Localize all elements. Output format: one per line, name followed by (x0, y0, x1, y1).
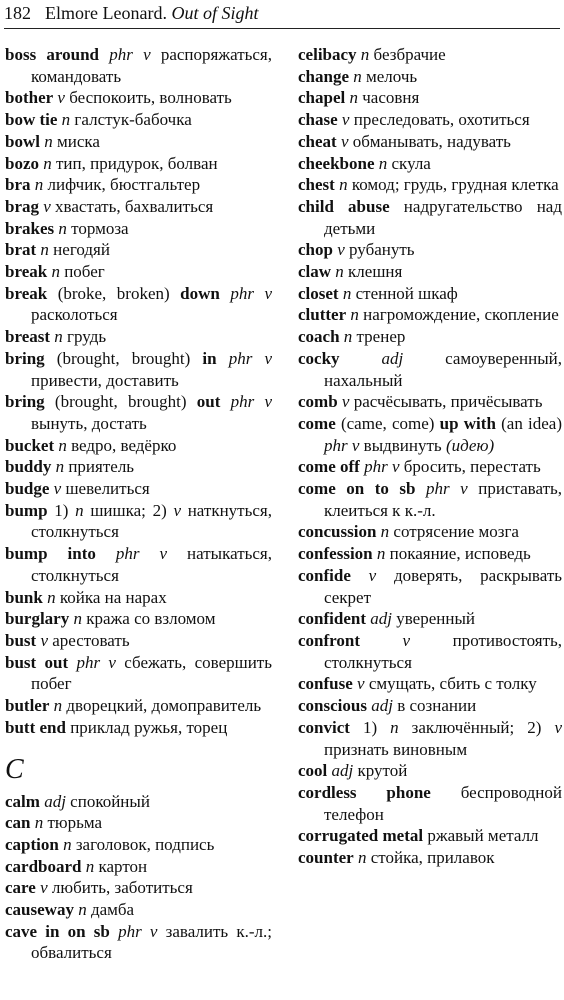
glossary-entry (5, 239, 272, 261)
entry-gloss: (brought, brought) (44, 348, 203, 368)
entry-gloss: тормоза (71, 218, 129, 238)
entry-headword: caption (5, 834, 59, 854)
entry-part-of-speech: phr v (324, 435, 360, 455)
entry-gloss: ведро, ведёрко (71, 435, 177, 455)
entry-headword: brakes (5, 218, 55, 238)
entry-space (110, 922, 118, 941)
entry-part-of-speech: n (34, 813, 44, 833)
glossary-entry (298, 456, 562, 478)
entry-gloss: (broke, broken) (47, 283, 181, 303)
glossary-entry (298, 196, 562, 239)
entry-part-of-speech: adj (44, 791, 66, 811)
glossary-entry (5, 856, 272, 878)
header-author: Elmore Leonard. (45, 3, 167, 23)
entry-part-of-speech: v (337, 240, 345, 260)
glossary-entry (298, 695, 562, 717)
entry-headword: care (5, 878, 36, 898)
entry-part-of-speech: n (51, 262, 60, 282)
glossary-entry (298, 261, 562, 283)
glossary-entry (5, 326, 272, 348)
entry-gloss: ржавый металл (427, 826, 539, 846)
glossary-entry (298, 131, 562, 153)
entry-space (403, 349, 445, 368)
entry-part-of-speech: n (63, 834, 72, 854)
entry-headword: brat (5, 240, 37, 260)
glossary-entry (298, 847, 562, 869)
entry-headword: bring (5, 392, 45, 412)
entry-part-of-speech: n (376, 544, 386, 564)
entry-headword: up with (439, 413, 496, 433)
entry-gloss: расколоться (31, 305, 118, 325)
header-book-title: Out of Sight (171, 3, 259, 23)
entry-gloss: признать виновным (324, 739, 468, 759)
entry-part-of-speech: n (335, 262, 344, 282)
entry-part-of-speech: v (173, 500, 181, 520)
entry-part-of-speech: n (339, 175, 348, 195)
glossary-entry (5, 652, 272, 695)
entry-gloss: тип, придурок, болван (56, 153, 218, 173)
entry-headword: chop (298, 240, 333, 260)
glossary-entry (5, 608, 272, 630)
entry-gloss: самоуверенный, нахальный (324, 348, 562, 390)
glossary-entry (5, 174, 272, 196)
glossary-entry (5, 543, 272, 586)
glossary-entry (298, 717, 562, 760)
entry-headword: confront (298, 630, 361, 650)
entry-gloss: покаяние, исповедь (389, 544, 531, 564)
glossary-entry (5, 899, 272, 921)
glossary-entry (5, 812, 272, 834)
entry-part-of-speech: n (343, 327, 353, 347)
entry-gloss: (an idea) (495, 413, 563, 433)
entry-headword: cocky (298, 348, 340, 368)
entry-gloss: побег (64, 262, 105, 282)
entry-headword: break (5, 283, 48, 303)
entry-gloss: вынуть, достать (31, 413, 147, 433)
entry-part-of-speech: n (78, 900, 87, 920)
entry-gloss: нагромождение, скопление (363, 305, 559, 325)
entry-headword: breast (5, 327, 51, 347)
entry-headword: conscious (298, 696, 367, 716)
entry-headword: clutter (298, 305, 347, 325)
entry-part-of-speech: v (57, 88, 65, 108)
entry-part-of-speech: n (73, 609, 82, 629)
entry-part-of-speech: n (75, 500, 84, 520)
entry-headword: budge (5, 479, 50, 499)
entry-headword: bunk (5, 587, 43, 607)
entry-headword: cardboard (5, 856, 82, 876)
glossary-entry (298, 44, 562, 66)
entry-part-of-speech: v (53, 479, 62, 499)
entry-gloss: надругательство над детьми (324, 196, 562, 238)
entry-gloss: комод; грудь, грудная клетка (351, 175, 559, 195)
entry-part-of-speech: n (53, 696, 63, 716)
entry-part-of-speech: v (40, 878, 48, 898)
entry-headword: out (196, 392, 221, 412)
entry-part-of-speech: phr v (228, 348, 273, 368)
entry-space (351, 566, 369, 585)
entry-part-of-speech: phr v (230, 283, 272, 303)
entry-gloss: заголовок, подпись (75, 834, 215, 854)
entry-gloss: беспроводной телефон (324, 782, 562, 824)
entry-gloss: лифчик, бюстгальтер (47, 175, 201, 195)
entry-gloss: завалить к.-л.; обвалиться (31, 921, 273, 963)
page-number: 182 (4, 3, 31, 23)
glossary-entry (298, 326, 562, 348)
entry-space (99, 45, 109, 64)
entry-part-of-speech: v (402, 630, 411, 650)
entry-part-of-speech: phr v (426, 479, 468, 499)
entry-headword: bust out (5, 652, 69, 672)
entry-space (376, 566, 394, 585)
glossary-entry (298, 673, 562, 695)
entry-part-of-speech: n (34, 175, 44, 195)
entry-gloss: скула (391, 153, 431, 173)
entry-gloss: дворецкий, домоправитель (66, 696, 262, 716)
glossary-entry (5, 717, 272, 739)
entry-headword: bring (5, 348, 45, 368)
running-header (4, 0, 560, 29)
entry-headword: bozo (5, 153, 39, 173)
entry-gloss: стенной шкаф (355, 283, 458, 303)
entry-gloss: тренер (356, 327, 406, 347)
glossary-entry (298, 391, 562, 413)
entry-gloss: крутой (357, 761, 408, 781)
entry-gloss: преследовать, охотиться (353, 110, 530, 130)
glossary-entry (5, 921, 272, 964)
entry-headword: butt end (5, 717, 66, 737)
entry-part-of-speech: adj (370, 609, 392, 629)
entry-gloss: сбежать, совершить побег (31, 652, 272, 694)
glossary-column-left (5, 44, 272, 964)
entry-headword: bra (5, 175, 31, 195)
entry-gloss: дамба (90, 900, 135, 920)
glossary-entry (5, 283, 272, 326)
glossary-entry (5, 456, 272, 478)
entry-gloss: грудь (67, 327, 107, 347)
entry-space (390, 197, 404, 216)
entry-gloss: приятель (68, 457, 135, 477)
section-letter: C (5, 753, 24, 785)
entry-space (96, 544, 116, 563)
entry-gloss: стойка, прилавок (370, 848, 495, 868)
entry-gloss: выдвинуть (359, 435, 446, 455)
glossary-entry (5, 153, 272, 175)
glossary-entry (5, 44, 272, 87)
entry-headword: chapel (298, 88, 346, 108)
entry-part-of-speech: n (357, 848, 367, 868)
glossary-entry (298, 283, 562, 305)
entry-gloss: уверенный (396, 609, 475, 629)
entry-space (340, 349, 382, 368)
entry-part-of-speech: v (340, 131, 349, 151)
glossary-entry (298, 87, 562, 109)
entry-space (151, 45, 161, 64)
entry-headword: bump into (5, 544, 96, 564)
entry-gloss: (came, come) (335, 413, 440, 433)
glossary-entry (5, 435, 272, 457)
entry-part-of-speech: n (342, 283, 352, 303)
entry-headword: counter (298, 848, 354, 868)
entry-headword: corrugated metal (298, 826, 424, 846)
entry-space (431, 783, 461, 802)
entry-headword: can (5, 813, 31, 833)
glossary-entry (5, 109, 272, 131)
entry-gloss: наткнуться, столкнуться (31, 500, 272, 542)
entry-part-of-speech: (идею) (445, 435, 495, 455)
glossary-entry (298, 239, 562, 261)
entry-gloss: (brought, brought) (44, 392, 197, 412)
entry-gloss: рубануть (349, 240, 415, 260)
glossary-entry (298, 304, 562, 326)
entry-part-of-speech: n (54, 327, 63, 347)
entry-space (217, 349, 229, 368)
entry-gloss: беспокоить, волновать (69, 88, 232, 108)
entry-headword: butler (5, 696, 50, 716)
entry-headword: break (5, 262, 48, 282)
entry-space (220, 284, 231, 303)
glossary-entry (5, 348, 272, 391)
entry-gloss: заключённый; 2) (398, 717, 555, 737)
entry-space (468, 479, 479, 498)
entry-headword: brag (5, 196, 39, 216)
entry-gloss: мелочь (366, 66, 418, 86)
entry-gloss: любить, заботиться (51, 878, 193, 898)
entry-part-of-speech: adj (331, 761, 354, 781)
entry-part-of-speech: n (85, 856, 95, 876)
glossary-entry (298, 543, 562, 565)
entry-headword: convict (298, 717, 350, 737)
entry-gloss: доверять, раскрывать секрет (324, 565, 563, 607)
entry-gloss: натыкаться, столкнуться (31, 544, 273, 585)
entry-headword: come (298, 413, 336, 433)
glossary-entry (298, 521, 562, 543)
entry-space (220, 392, 230, 411)
entry-space (360, 631, 403, 650)
entry-part-of-speech: n (350, 305, 359, 325)
glossary-entry (5, 87, 272, 109)
entry-gloss: шевелиться (65, 479, 150, 499)
glossary-entry (298, 66, 562, 88)
entry-part-of-speech: n (55, 457, 65, 477)
glossary-entry (5, 196, 272, 218)
glossary-entry (298, 348, 562, 391)
entry-headword: causeway (5, 900, 74, 920)
entry-part-of-speech: phr v (230, 392, 272, 412)
entry-part-of-speech: n (360, 45, 370, 64)
entry-headword: bother (5, 88, 54, 108)
entry-gloss: 1) (47, 500, 76, 520)
entry-gloss: в сознании (397, 696, 477, 716)
entry-headword: cheekbone (298, 153, 375, 173)
entry-headword: bow tie (5, 110, 58, 130)
glossary-entry (5, 791, 272, 813)
glossary-entry (5, 877, 272, 899)
entry-part-of-speech: n (378, 153, 388, 173)
entry-headword: calm (5, 791, 40, 811)
entry-part-of-speech: phr v (118, 921, 158, 941)
glossary-entry (5, 587, 272, 609)
glossary-entry (298, 630, 562, 673)
entry-part-of-speech: v (341, 392, 350, 412)
entry-headword: confuse (298, 674, 353, 694)
glossary-entry (5, 695, 272, 717)
glossary-entry (5, 261, 272, 283)
entry-gloss: смущать, сбить с толку (368, 674, 537, 694)
entry-part-of-speech: n (349, 88, 358, 108)
entry-part-of-speech: n (353, 66, 362, 86)
entry-headword: come off (298, 457, 360, 477)
entry-headword: down (180, 283, 220, 303)
glossary-entry (298, 565, 562, 608)
entry-headword: concussion (298, 522, 377, 542)
glossary-entry (5, 630, 272, 652)
entry-headword: bowl (5, 131, 40, 151)
entry-gloss: койка на нарах (59, 587, 167, 607)
entry-gloss: миска (56, 131, 100, 151)
entry-headword: burglary (5, 609, 70, 629)
entry-part-of-speech: phr v (109, 45, 151, 64)
entry-part-of-speech: phr v (364, 457, 400, 477)
glossary-entry (5, 500, 272, 543)
entry-gloss: спокойный (70, 791, 150, 811)
entry-part-of-speech: n (58, 218, 67, 238)
entry-part-of-speech: v (40, 630, 48, 650)
entry-headword: buddy (5, 457, 52, 477)
entry-headword: child abuse (298, 196, 390, 216)
entry-gloss: кража со взломом (86, 609, 216, 629)
entry-part-of-speech: n (61, 110, 71, 130)
entry-gloss: безбрачие (373, 45, 446, 64)
entry-gloss: 1) (349, 717, 391, 737)
entry-headword: claw (298, 262, 332, 282)
entry-space (410, 631, 453, 650)
entry-headword: cordless phone (298, 782, 431, 802)
entry-headword: confession (298, 544, 373, 564)
entry-gloss: приклад ружья, торец (70, 717, 228, 737)
entry-gloss: часовня (362, 88, 420, 108)
glossary-entry (5, 478, 272, 500)
entry-gloss: сотрясение мозга (393, 522, 519, 542)
entry-space (157, 922, 165, 941)
entry-part-of-speech: phr v (115, 544, 168, 564)
glossary-entry (298, 413, 562, 456)
glossary-entry (5, 834, 272, 856)
entry-part-of-speech: phr v (76, 652, 116, 672)
entry-part-of-speech: v (341, 110, 350, 130)
glossary-entry (298, 153, 562, 175)
glossary-entry (5, 391, 272, 434)
glossary-entry (298, 109, 562, 131)
entry-part-of-speech: v (368, 565, 377, 585)
entry-headword: bump (5, 500, 48, 520)
entry-headword: chest (298, 175, 335, 195)
entry-headword: come on to sb (298, 479, 416, 499)
glossary-entry (298, 825, 562, 847)
entry-gloss: галстук-бабочка (74, 110, 192, 130)
entry-part-of-speech: v (554, 717, 562, 737)
entry-gloss: арестовать (52, 630, 130, 650)
entry-headword: cave in on sb (5, 921, 110, 941)
entry-part-of-speech: n (43, 153, 52, 173)
entry-part-of-speech: v (43, 196, 51, 216)
entry-part-of-speech: adj (381, 348, 404, 368)
entry-space (167, 544, 187, 563)
glossary-entry (298, 760, 562, 782)
entry-headword: closet (298, 283, 339, 303)
entry-gloss: клешня (348, 262, 403, 282)
entry-part-of-speech: adj (371, 696, 393, 716)
entry-headword: bust (5, 630, 37, 650)
entry-part-of-speech: n (380, 522, 390, 542)
entry-gloss: негодяй (53, 240, 110, 260)
entry-part-of-speech: v (357, 674, 365, 694)
entry-headword: change (298, 66, 349, 86)
entry-space (416, 479, 427, 498)
entry-gloss: приставать, клеиться к к.-л. (324, 479, 563, 520)
entry-headword: confide (298, 565, 351, 585)
entry-gloss: тюрьма (47, 813, 103, 833)
entry-gloss: шишка; 2) (83, 500, 174, 520)
glossary-entry (298, 782, 562, 825)
entry-gloss: привести, доставить (31, 370, 179, 390)
entry-headword: boss around (5, 45, 100, 64)
entry-gloss: обманывать, надувать (352, 131, 511, 151)
entry-part-of-speech: n (58, 435, 67, 455)
entry-headword: confident (298, 609, 366, 629)
glossary-entry (5, 131, 272, 153)
entry-gloss: хвастать, бахвалиться (55, 196, 214, 216)
entry-part-of-speech: n (47, 587, 56, 607)
entry-headword: celibacy (298, 45, 357, 64)
entry-gloss: распоряжаться, командовать (31, 45, 272, 86)
entry-headword: chase (298, 110, 338, 130)
entry-headword: bucket (5, 435, 55, 455)
entry-part-of-speech: n (40, 240, 49, 260)
glossary-entry (5, 218, 272, 240)
entry-headword: cool (298, 761, 328, 781)
entry-gloss: картон (98, 856, 148, 876)
glossary-entry (298, 478, 562, 521)
entry-gloss: бросить, перестать (403, 457, 541, 477)
entry-gloss: противостоять, столкнуться (324, 630, 563, 672)
entry-part-of-speech: n (44, 131, 53, 151)
entry-headword: cheat (298, 131, 337, 151)
entry-headword: in (202, 348, 217, 368)
entry-headword: coach (298, 327, 340, 347)
entry-gloss: расчёсывать, причёсывать (353, 392, 543, 412)
glossary-column-right (298, 44, 562, 869)
glossary-entry (298, 608, 562, 630)
entry-headword: comb (298, 392, 338, 412)
entry-part-of-speech: n (390, 717, 399, 737)
glossary-entry (298, 174, 562, 196)
